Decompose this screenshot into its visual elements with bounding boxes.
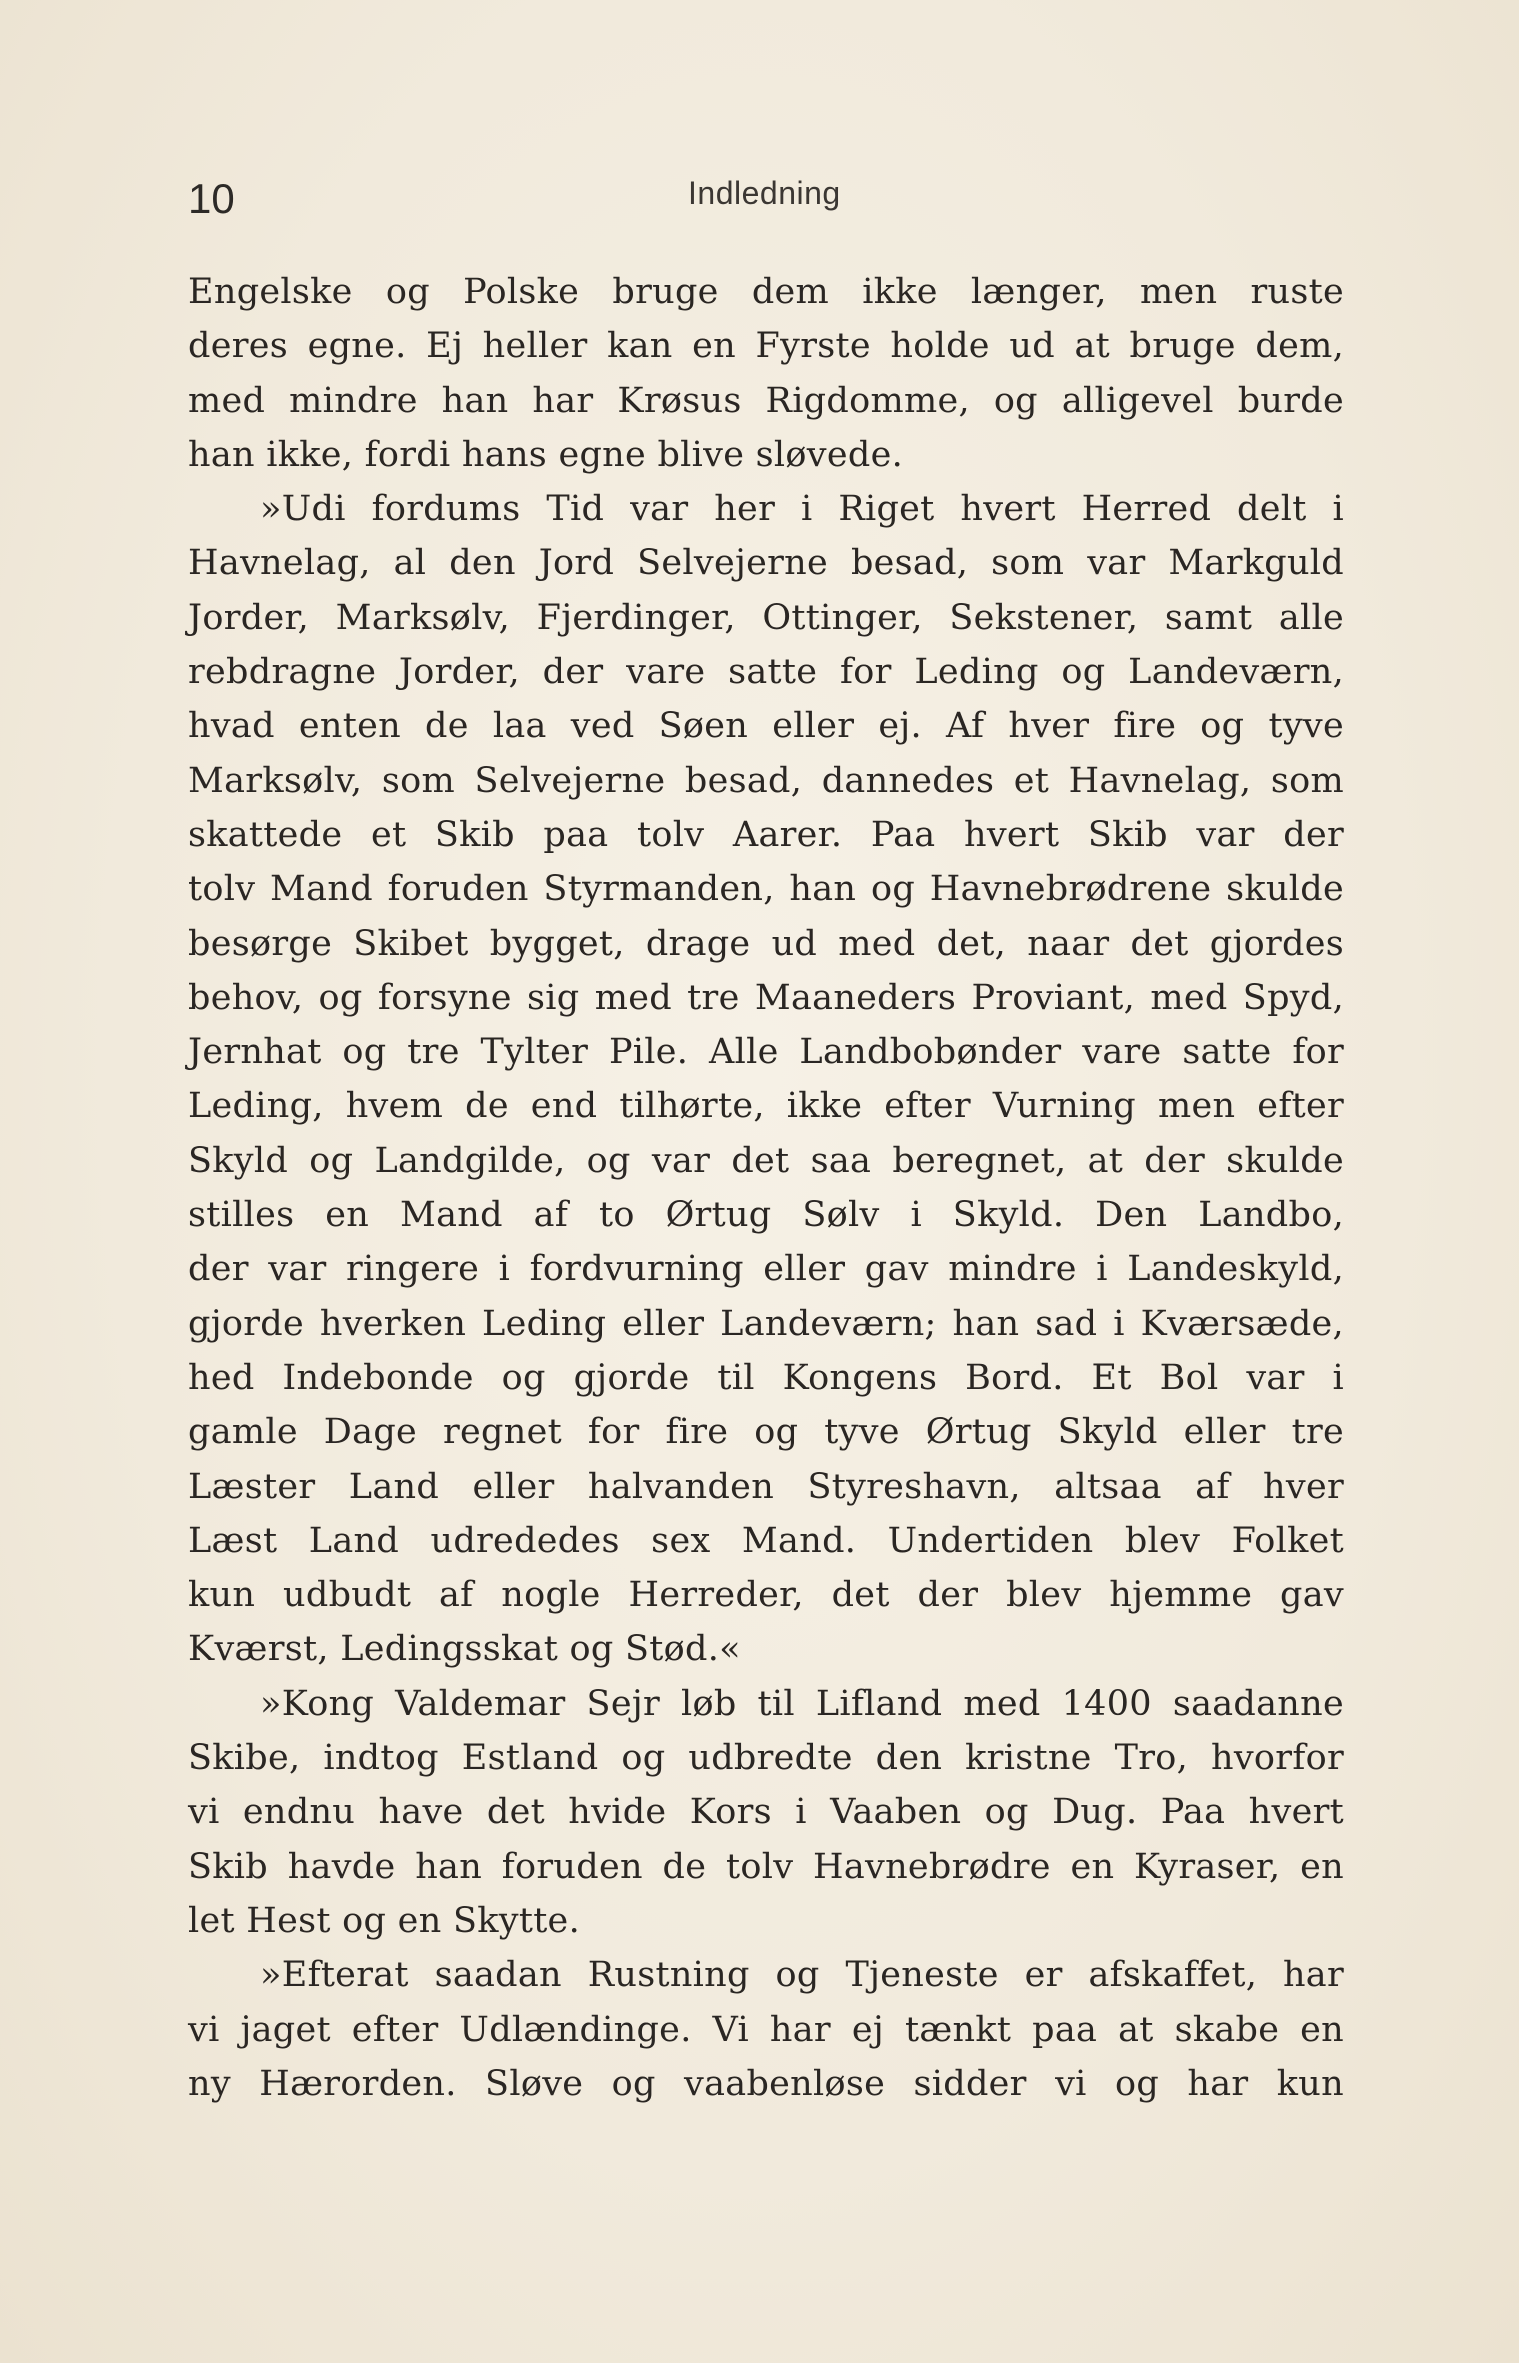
text-line: Læster Land eller halvanden Styreshavn, altsaa af hver: [188, 1466, 1344, 1507]
text-line: Engelske og Polske bruge dem ikke længer, men ruste: [188, 272, 1344, 312]
text-line: tolv Mand foruden Styrmanden, han og Havnebrødrene skulde: [188, 869, 1344, 910]
text-line: hvad enten de laa ved Søen eller ej. Af hver fire og tyve: [188, 706, 1344, 747]
text-line: gjorde hverken Leding eller Landeværn; han sad i Kværsæde,: [188, 1303, 1344, 1344]
text-line: »Efterat saadan Rustning og Tjeneste er afskaffet, har: [260, 1955, 1344, 1996]
text-line: kun udbudt af nogle Herreder, det der blev hjemme gav: [188, 1575, 1344, 1616]
text-line: besørge Skibet bygget, drage ud med det, naar det gjordes: [188, 923, 1344, 964]
text-line: let Hest og en Skytte.: [188, 1900, 580, 1941]
text-line: skattede et Skib paa tolv Aarer. Paa hvert Skib var der: [188, 814, 1344, 855]
text-line: Kværst, Ledingsskat og Stød.«: [188, 1629, 741, 1670]
text-line: behov, og forsyne sig med tre Maaneders Proviant, med Spyd,: [188, 977, 1344, 1018]
text-line: der var ringere i fordvurning eller gav mindre i Landeskyld,: [188, 1249, 1344, 1290]
text-line: Leding, hvem de end tilhørte, ikke efter Vurning men efter: [188, 1086, 1344, 1127]
text-line: Skib havde han foruden de tolv Havnebrødre en Kyraser, en: [188, 1846, 1344, 1887]
text-line: vi endnu have det hvide Kors i Vaaben og Dug. Paa hvert: [188, 1792, 1344, 1833]
text-line: Skyld og Landgilde, og var det saa beregnet, at der skulde: [188, 1140, 1344, 1181]
text-line: Læst Land udrededes sex Mand. Undertiden blev Folket: [188, 1520, 1344, 1561]
text-line: Skibe, indtog Estland og udbredte den kristne Tro, hvorfor: [188, 1738, 1344, 1779]
running-head: Indledning: [688, 175, 841, 211]
text-line: ny Hærorden. Sløve og vaabenløse sidder vi og har kun: [188, 2063, 1344, 2104]
text-line: han ikke, fordi hans egne blive sløvede.: [188, 434, 904, 475]
page-number: 10: [188, 175, 235, 222]
text-line: deres egne. Ej heller kan en Fyrste holde ud at bruge dem,: [188, 326, 1344, 367]
text-line: Havnelag, al den Jord Selvejerne besad, som var Markguld: [188, 543, 1344, 584]
body-text: [188, 265, 1344, 2111]
text-line: Jorder, Marksølv, Fjerdinger, Ottinger, Sekstener, samt alle: [188, 597, 1344, 638]
text-line: rebdragne Jorder, der vare satte for Leding og Landeværn,: [188, 652, 1344, 693]
text-line: »Kong Valdemar Sejr løb til Lifland med 1400 saadanne: [260, 1683, 1344, 1724]
text-line: hed Indebonde og gjorde til Kongens Bord. Et Bol var i: [188, 1357, 1344, 1398]
text-line: stilles en Mand af to Ørtug Sølv i Skyld. Den Landbo,: [188, 1195, 1344, 1236]
text-line: »Udi fordums Tid var her i Riget hvert Herred delt i: [260, 489, 1344, 530]
page-header: [188, 165, 1348, 225]
text-line: Marksølv, som Selvejerne besad, dannedes et Havnelag, som: [188, 760, 1344, 801]
text-line: vi jaget efter Udlændinge. Vi har ej tænkt paa at skabe en: [188, 2009, 1344, 2050]
text-line: gamle Dage regnet for fire og tyve Ørtug Skyld eller tre: [188, 1412, 1344, 1453]
text-line: Jernhat og tre Tylter Pile. Alle Landbobønder vare satte for: [188, 1032, 1344, 1073]
text-line: med mindre han har Krøsus Rigdomme, og alligevel burde: [188, 380, 1344, 421]
